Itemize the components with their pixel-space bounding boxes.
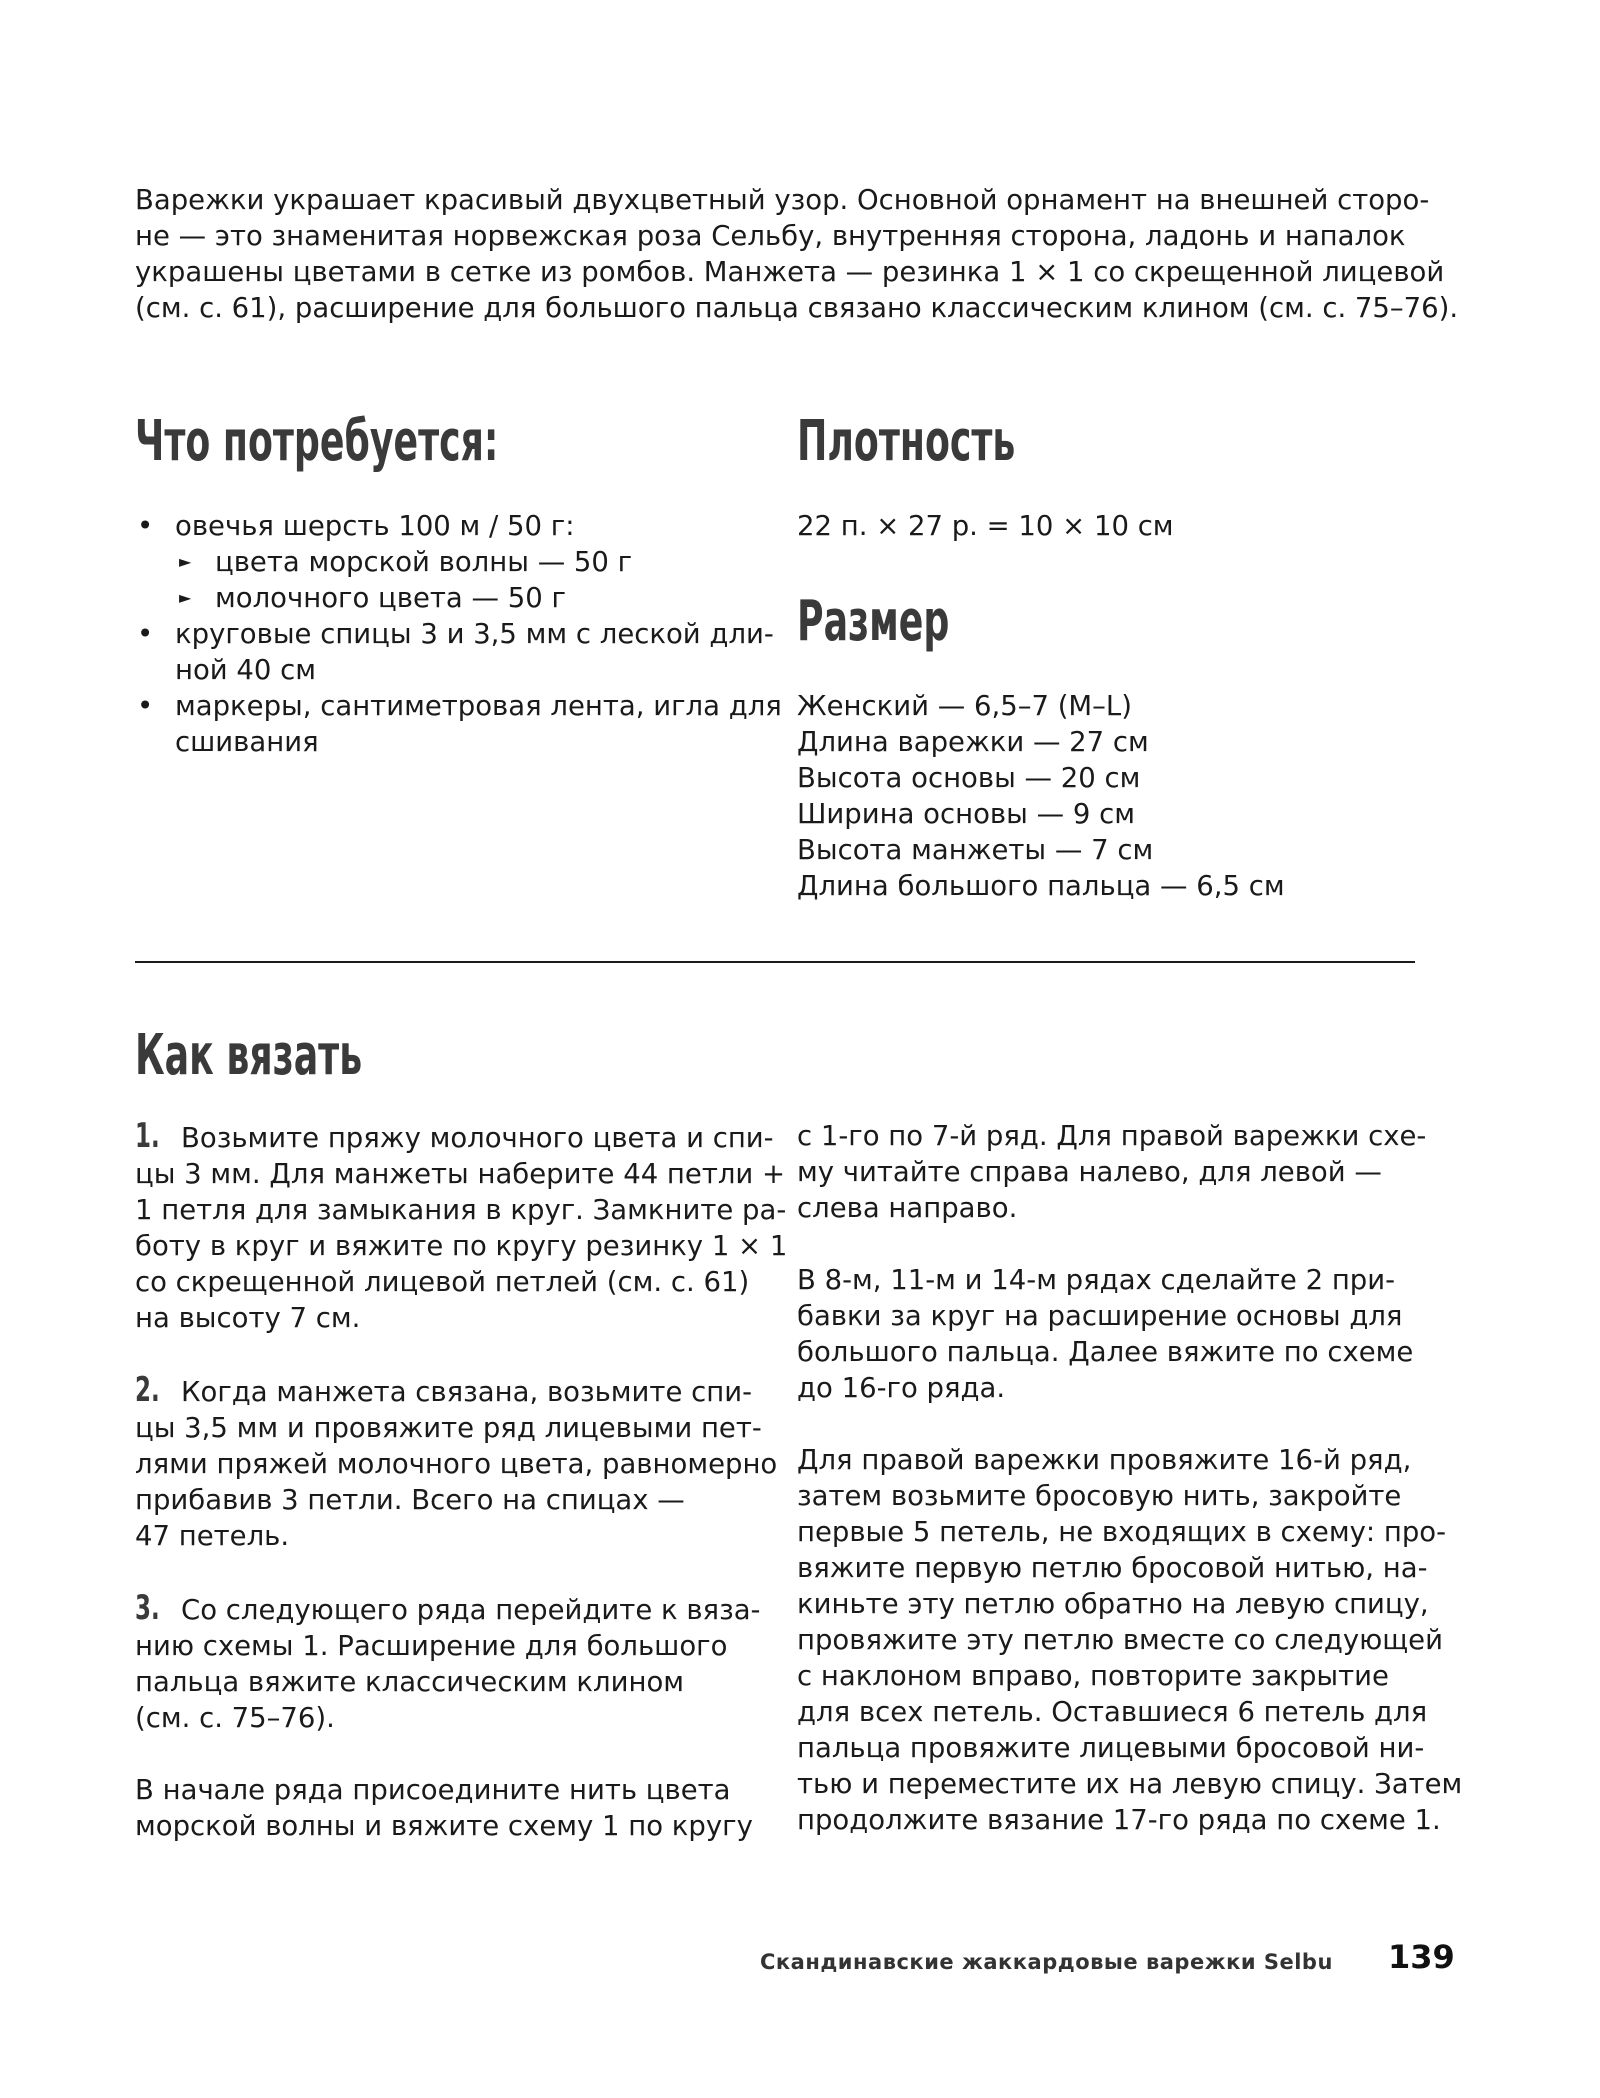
intro-line: не — это знаменитая норвежская роза Сельбу, внутренняя сторона, ладонь и напалок (135, 220, 1406, 252)
step-1: 1. Возьмите пряжу молочного цвета и спи- цы 3 мм. Для манжеты наберите 44 петли + 1 петля для замыкания в круг. Замкните ра- боту в круг и вяжите по кругу резинку 1 × 1 со скрещенной лицевой петлей (см. с. 61) на высоту 7 см. (135, 1116, 788, 1334)
size-list (797, 688, 1285, 904)
paragraph: Для правой варежки провяжите 16-й ряд, затем возьмите бросовую нить, закройте первые 5 петель, не входящих в схему: про- вяжите первую петлю бросовой нитью, на- киньте эту петлю обратно на левую спицу, провяжите эту петлю вместе со следующей с наклоном вправо, повторите закрытие для всех петель. Оставшиеся 6 петель для пальца провяжите лицевыми бросовой ни- тью и переместите их на левую спицу. Затем продолжите вязание 17-го ряда по схеме 1. (797, 1444, 1463, 1836)
density-heading: Плотность (797, 409, 1016, 474)
step-number: 3. (135, 1588, 160, 1628)
step-number: 2. (135, 1370, 160, 1410)
list-item: ► цвета морской волны — 50 г (179, 546, 633, 578)
howto-heading: Как вязать (135, 1023, 363, 1088)
triangle-bullet-icon: ► (179, 552, 192, 571)
bullet-icon: • (137, 690, 154, 722)
step-2: 2. Когда манжета связана, возьмите спи- цы 3,5 мм и провяжите ряд лицевыми пет- лями пряжей молочного цвета, равномерно прибавив 3 петли. Всего на спицах — 47 петель. (135, 1370, 778, 1552)
color-sublist (175, 544, 755, 616)
running-footer-title: Скандинавские жаккардовые варежки Selbu (760, 1950, 1333, 1974)
materials-heading: Что потребуется: (135, 409, 499, 474)
paragraph: В начале ряда присоедините нить цвета морской волны и вяжите схему 1 по кругу (135, 1774, 753, 1842)
list-item: • круговые спицы 3 и 3,5 мм с леской дли- ной 40 см (137, 618, 774, 686)
intro-line: Варежки украшает красивый двухцветный узор. Основной орнамент на внешней сторо- (135, 184, 1430, 216)
instructions-right-column (797, 1118, 1463, 1874)
section-divider (135, 961, 1415, 963)
intro-line: украшены цветами в сетке из ромбов. Манжета — резинка 1 × 1 со скрещенной лицевой (135, 256, 1445, 288)
size-item: Высота манжеты — 7 см (797, 834, 1154, 866)
list-item: • овечья шерсть 100 м / 50 г: ► цвета морской волны — 50 г ► молочного цвета — 50 г (135, 508, 755, 616)
triangle-bullet-icon: ► (179, 588, 192, 607)
step-number: 1. (135, 1116, 160, 1156)
size-item: Женский — 6,5–7 (M–L) (797, 690, 1132, 722)
bullet-icon: • (137, 510, 154, 542)
intro-line: (см. с. 61), расширение для большого пальца связано классическим клином (см. с. 75–76). (135, 292, 1459, 324)
page-number: 139 (1388, 1938, 1455, 1976)
paragraph: с 1-го по 7-й ряд. Для правой варежки схе- му читайте справа налево, для левой — слева направо. (797, 1120, 1427, 1224)
size-item: Длина варежки — 27 см (797, 726, 1149, 758)
list-item: ► молочного цвета — 50 г (179, 582, 566, 614)
step-3: 3. Со следующего ряда перейдите к вяза- нию схемы 1. Расширение для большого пальца вяжите классическим клином (см. с. 75–76). (135, 1588, 761, 1734)
size-item: Высота основы — 20 см (797, 762, 1141, 794)
size-item: Длина большого пальца — 6,5 см (797, 870, 1285, 902)
size-heading: Размер (797, 589, 950, 654)
materials-list (135, 508, 782, 760)
size-item: Ширина основы — 9 см (797, 798, 1135, 830)
intro-paragraph (135, 182, 1459, 326)
paragraph: В 8-м, 11-м и 14-м рядах сделайте 2 при- бавки за круг на расширение основы для большого пальца. Далее вяжите по схеме до 16-го ряда. (797, 1264, 1414, 1404)
density-value: 22 п. × 27 р. = 10 × 10 см (797, 510, 1174, 542)
list-item: • маркеры, сантиметровая лента, игла для сшивания (137, 690, 782, 758)
instructions-left-column (135, 1116, 788, 1880)
bullet-icon: • (137, 618, 154, 650)
